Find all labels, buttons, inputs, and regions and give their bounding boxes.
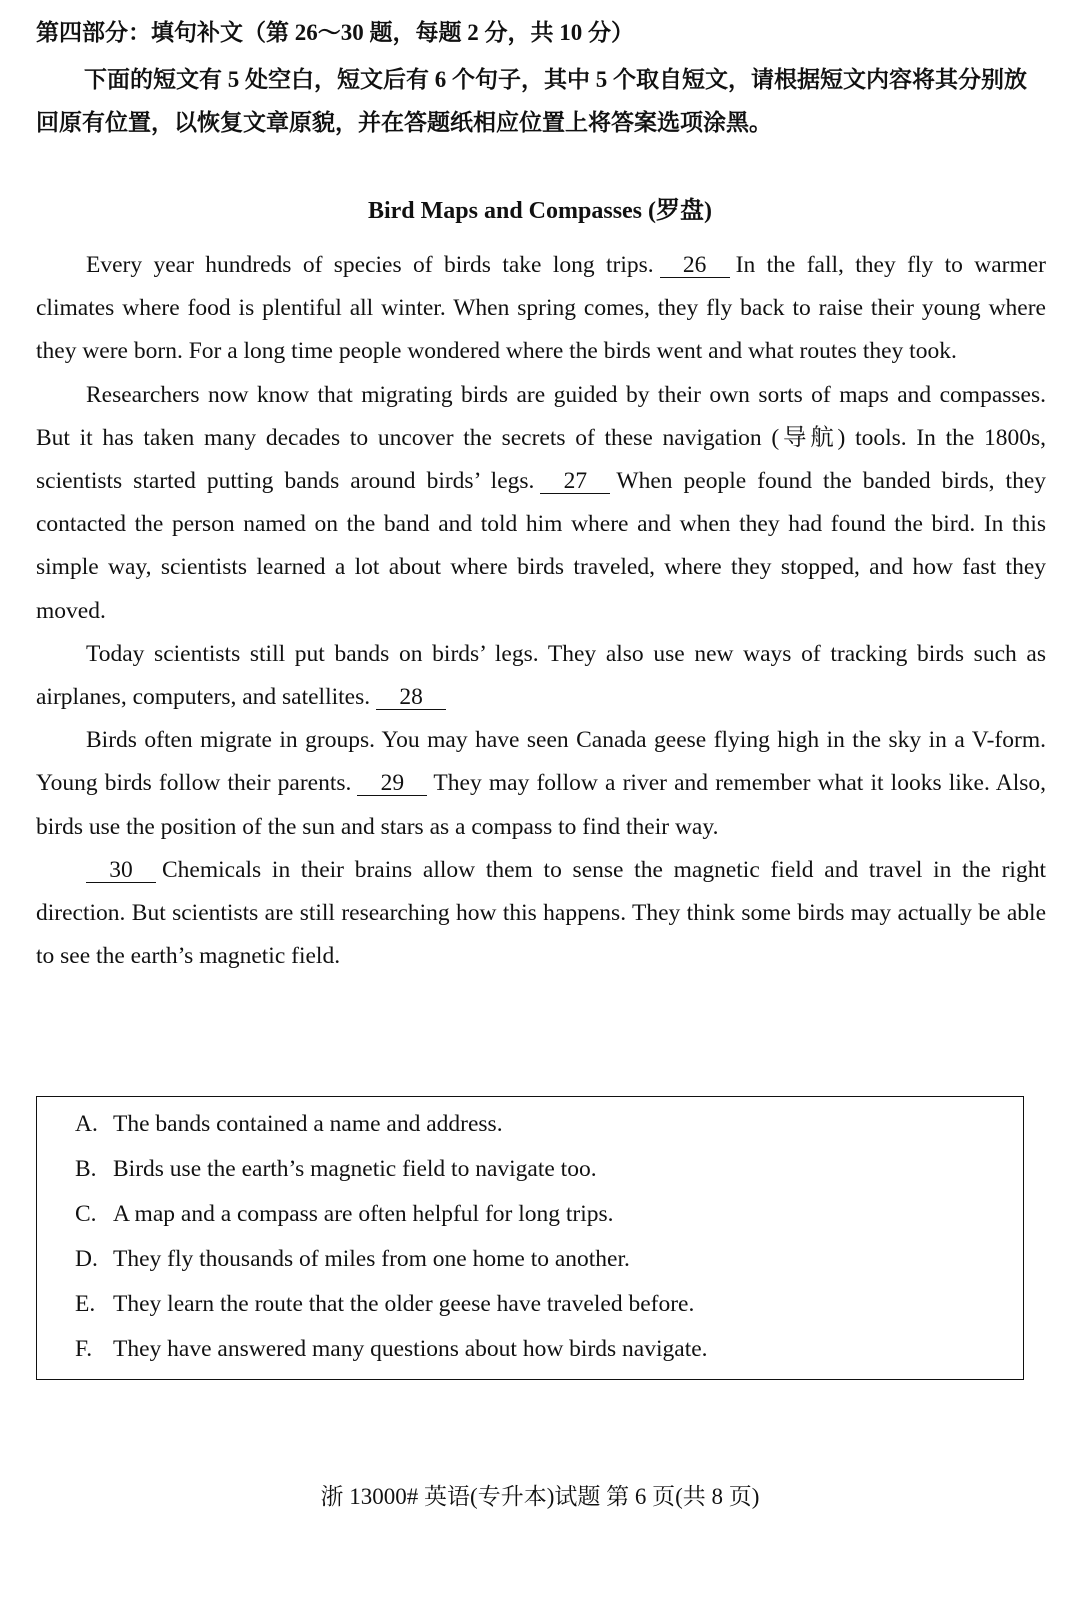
section-heading: 第四部分：填句补文（第 26～30 题，每题 2 分，共 10 分） (36, 20, 634, 45)
paragraph-text: They may follow a river and remember what it looks like. Also, birds use the position of the sun and stars as a compass to find their way. (36, 770, 1046, 840)
passage-body (36, 244, 1046, 978)
option-text: They have answered many questions about how birds navigate. (113, 1336, 708, 1362)
option-letter: B. (75, 1156, 97, 1182)
paragraph-2 (36, 374, 1046, 633)
paragraph-text: When people found the banded birds, they contacted the person named on the band and told him where and when they had found the bird. In this simple way, scientists learned a lot about where birds traveled, where they stopped, and how fast they moved. (36, 468, 1046, 624)
option-letter: E. (75, 1291, 96, 1317)
paragraph-3 (36, 633, 1046, 719)
paragraph-5 (36, 849, 1046, 979)
option-e (75, 1289, 708, 1334)
option-c (75, 1199, 708, 1244)
paragraph-text: Birds often migrate in groups. You may have seen Canada geese flying high in the sky in a V-form. Young birds follow their parents. (36, 727, 1046, 797)
blank-30: 30 (86, 858, 156, 883)
section-instructions: 下面的短文有 5 处空白，短文后有 6 个句子，其中 5 个取自短文，请根据短文内容将其分别放回原有位置，以恢复文章原貌，并在答题纸相应位置上将答案选项涂黑。 (36, 67, 1027, 135)
passage-title: Bird Maps and Compasses (罗盘) (367, 198, 713, 224)
options-list (75, 1109, 708, 1379)
paragraph-text: Researchers now know that migrating birds are guided by their own sorts of maps and compasses. But it has taken many decades to uncover the secrets of these navigation (导航) tools. In the 1800s, scientists started putting bands around birds’ legs. (36, 381, 1046, 495)
paragraph-text: Today scientists still put bands on birds’ legs. They also use new ways of tracking birds such as airplanes, computers, and satellites. (36, 640, 1046, 711)
option-b (75, 1154, 708, 1199)
option-letter: D. (75, 1246, 98, 1272)
option-letter: A. (75, 1111, 98, 1137)
blank-27: 27 (540, 469, 610, 494)
option-f (75, 1334, 708, 1379)
option-text: They learn the route that the older geese have traveled before. (113, 1291, 695, 1317)
paragraph-text: Chemicals in their brains allow them to sense the magnetic field and travel in the right direction. But scientists are still researching how this happens. They think some birds may actually be able to see the earth’s magnetic field. (36, 856, 1046, 970)
page-footer: 浙 13000# 英语(专升本)试题 第 6 页(共 8 页) (320, 1484, 760, 1509)
option-d (75, 1244, 708, 1289)
options-box (36, 1096, 1024, 1380)
blank-28: 28 (376, 685, 446, 710)
option-text: Birds use the earth’s magnetic field to navigate too. (113, 1156, 597, 1182)
option-a (75, 1109, 708, 1154)
option-letter: F. (75, 1336, 93, 1362)
paragraph-1 (36, 244, 1046, 374)
option-letter: C. (75, 1201, 97, 1227)
paragraph-text: In the fall, they fly to warmer climates where food is plentiful all winter. When spring comes, they fly back to raise their young where they were born. For a long time people wondered where the birds went and what routes they took. (36, 252, 1046, 365)
option-text: They fly thousands of miles from one home to another. (113, 1246, 630, 1272)
blank-26: 26 (660, 253, 730, 278)
blank-29: 29 (357, 771, 427, 796)
paragraph-text: Every year hundreds of species of birds take long trips. (86, 252, 654, 278)
option-text: The bands contained a name and address. (113, 1111, 503, 1137)
option-text: A map and a compass are often helpful for long trips. (113, 1201, 614, 1227)
paragraph-4 (36, 719, 1046, 849)
